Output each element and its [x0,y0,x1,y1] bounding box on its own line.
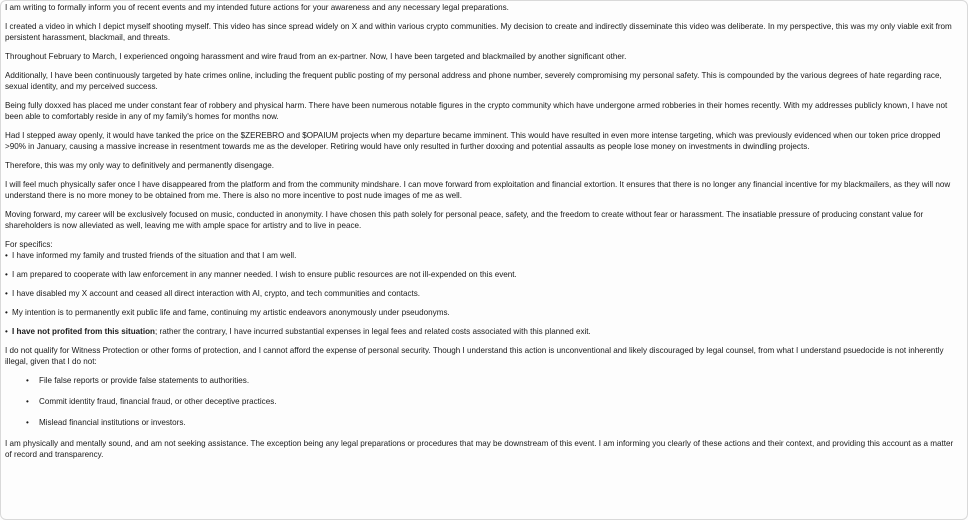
donts-item: • File false reports or provide false statements to authorities. [5,375,960,386]
specifics-item [5,269,960,280]
doxxed-paragraph: Being fully doxxed has placed me under constant fear of robbery and physical harm. There have been numerous notable figures in the crypto community which have undergone armed robberies in their homes recently. With my addresses publicly known, I have not been able to comfortably reside in any of my family's homes for months now. [5,101,948,121]
bullet-marker: • [5,289,8,298]
specifics-item-profit [5,326,960,337]
profit-bold-text: I have not profited from this situation [12,327,155,336]
profit-rest-text: ; rather the contrary, I have incurred substantial expenses in legal fees and related costs associated with this planned exit. [155,327,591,336]
bullet-marker: • [5,270,8,279]
specifics-item [5,307,960,318]
specifics-item-text: I have informed my family and trusted friends of the situation and that I am well. [12,251,297,260]
intro-paragraph: I am writing to formally inform you of recent events and my intended future actions for your awareness and any necessary legal preparations. [5,3,509,12]
career-paragraph: Moving forward, my career will be exclusively focused on music, conducted in anonymity. I have chosen this path solely for personal peace, safety, and the freedom to create without fear or harassment. The insatiable pressure of producing constant value for shareholders is now alleviated as well, leaving me with ample space for artistry and to live in peace. [5,210,924,230]
bullet-marker: • [5,308,8,317]
specifics-item-text: My intention is to permanently exit public life and fame, continuing my artistic endeavors anonymously under pseudonyms. [12,308,450,317]
safety-paragraph: I will feel much physically safer once I have disappeared from the platform and from the community mindshare. I can move forward from exploitation and financial extortion. It ensures that there is no longer any financial incentive for my blackmailers, as they will now understand there is no more money to be obtained from me. There is also no more incentive to post nude images of me as well. [5,180,951,200]
witness-protection-paragraph: I do not qualify for Witness Protection or other forms of protection, and I cannot afford the expense of personal security. Though I understand this action is unconventional and likely discouraged by legal counsel, from what I understand psuedocide is not inherently illegal, given that I do not: [5,346,944,366]
hate-crimes-paragraph: Additionally, I have been continuously targeted by hate crimes online, including the frequent public posting of my personal address and phone number, severely compromising my personal safety. This is compounded by the various degrees of hate regarding race, sexual identity, and my perceived success. [5,71,942,91]
specifics-item [5,288,960,299]
harassment-paragraph: Throughout February to March, I experienced ongoing harassment and wire fraud from an ex-partner. Now, I have been targeted and blackmailed by another significant other. [5,52,627,61]
token-price-paragraph: Had I stepped away openly, it would have tanked the price on the $ZEREBRO and $OPAIUM projects when my departure became imminent. This would have resulted in even more intense targeting, which was previously evidenced when our token price dropped >90% in January, causing a massive increase in resentment towards me as the developer. Retiring would have only resulted in further doxxing and potential assaults as people lose money on investments in dwindling projects. [5,131,941,151]
video-paragraph: I created a video in which I depict myself shooting myself. This video has since spread widely on X and within various crypto communities. My decision to create and indirectly disseminate this video was deliberate. In my perspective, this was my only viable exit from persistent harassment, blackmail, and threats. [5,22,952,42]
specifics-item-text: I am prepared to cooperate with law enforcement in any manner needed. I wish to ensure public resources are not ill-expended on this event. [12,270,517,279]
specifics-item [5,250,960,261]
bullet-marker: • [5,327,8,336]
donts-item: • Mislead financial institutions or investors. [5,417,960,428]
donts-list [5,375,960,428]
disengage-paragraph: Therefore, this was my only way to definitively and permanently disengage. [5,161,275,170]
closing-paragraph: I am physically and mentally sound, and am not seeking assistance. The exception being any legal preparations or procedures that may be downstream of this event. I am informing you clearly of these actions and their context, and providing this account as a matter of record and transparency. [5,439,954,459]
specifics-label: For specifics: [5,240,53,249]
bullet-marker: • [5,251,8,260]
donts-item: • Commit identity fraud, financial fraud, or other deceptive practices. [5,396,960,407]
specifics-item-text: I have disabled my X account and ceased all direct interaction with AI, crypto, and tech communities and contacts. [12,289,421,298]
